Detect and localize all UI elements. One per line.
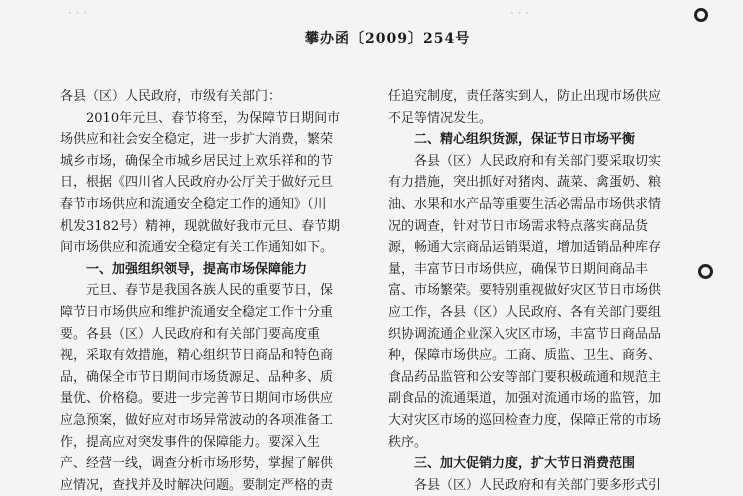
bleed-through-text: · · · [510, 6, 530, 20]
paragraph-line: 品，确保全市节日期间市场货源足、品种多、质 [60, 369, 334, 385]
paragraph-line: 城乡市场，确保全市城乡居民过上欢乐祥和的节 [60, 153, 334, 169]
paragraph-line: 机发3182号）精神，现就做好我市元旦、春节期 [60, 218, 341, 234]
paragraph-line: 作，提高应对突发事件的保障能力。要深入生 [60, 434, 321, 450]
paragraph-line: 有力措施，突出抓好对猪肉、蔬菜、禽蛋奶、粮 [388, 175, 662, 191]
paragraph-line: 食品药品监管和公安等部门要积极疏通和规范主 [388, 369, 662, 385]
paragraph-line: 日，根据《四川省人民政府办公厅关于做好元旦 [60, 175, 334, 191]
right-column [388, 86, 688, 496]
paragraph-line: 要。各县（区）人民政府和有关部门要高度重 [60, 326, 321, 342]
section-heading: 二、精心组织货源，保证节日市场平衡 [414, 132, 636, 148]
paragraph-line: 任追究制度，责任落实到人，防止出现市场供应 [388, 89, 662, 104]
paragraph-line: 应急预案，做好应对市场异常波动的各项准备工 [60, 412, 334, 428]
paragraph-line: 产、经营一线，调查分析市场形势，掌握了解供 [60, 456, 334, 472]
paragraph-line: 应情况，查找并及时解决问题。要制定严格的责 [60, 477, 334, 493]
punch-hole-icon [698, 264, 713, 279]
paragraph-line: 不足等情况发生。 [388, 110, 493, 126]
section-heading: 三、加大促销力度，扩大节日消费范围 [414, 456, 636, 472]
paragraph-line: 各县（区）人民政府和有关部门要多形式引 [414, 477, 662, 493]
paragraph-line: 场供应和社会安全稳定，进一步扩大消费，繁荣 [60, 132, 334, 148]
salutation: 各县（区）人民政府，市级有关部门： [60, 89, 282, 104]
left-column [60, 86, 366, 496]
paragraph-line: 富、市场繁荣。要特别重视做好灾区节日市场供 [388, 283, 662, 299]
paragraph-line: 织协调流通企业深入灾区市场，丰富节日商品品 [388, 326, 662, 342]
document-number: 攀办函〔2009〕254号 [305, 31, 471, 47]
paragraph-line: 间市场供应和流通安全稳定有关工作通知如下。 [60, 240, 334, 256]
paragraph-line: 副食品的流通渠道，加强对流通市场的监管，加 [388, 391, 662, 407]
paragraph-line: 大对灾区市场的巡回检查力度，保障正常的市场 [388, 412, 662, 428]
paragraph-line: 障节日市场供应和维护流通安全稳定工作十分重 [60, 304, 334, 320]
paragraph-line: 春节市场供应和流通安全稳定工作的通知》（川 [60, 196, 327, 212]
paragraph-line: 2010年元旦、春节将至，为保障节日期间市 [86, 110, 341, 126]
paragraph-line: 秩序。 [388, 434, 428, 450]
section-heading: 一、加强组织领导，提高市场保障能力 [86, 261, 308, 277]
paragraph-line: 元旦、春节是我国各族人民的重要节日，保 [86, 283, 334, 299]
paragraph-line: 各县（区）人民政府和有关部门要采取切实 [414, 153, 662, 169]
paragraph-line: 源，畅通大宗商品运销渠道，增加适销品种库存 [388, 240, 662, 256]
paragraph-line: 油、水果和水产品等重要生活必需品市场供求情 [388, 196, 662, 212]
paragraph-line: 况的调查，针对节日市场需求特点落实商品货 [388, 218, 649, 234]
bleed-through-text: · · · [68, 6, 88, 20]
paragraph-line: 种，保障市场供应。工商、质监、卫生、商务、 [388, 348, 662, 364]
paragraph-line: 量优、价格稳。要进一步完善节日期间市场供应 [60, 391, 334, 407]
paragraph-line: 视，采取有效措施，精心组织节日商品和特色商 [60, 348, 334, 364]
paragraph-line: 量，丰富节日市场供应，确保节日期间商品丰 [388, 261, 649, 277]
paragraph-line: 应工作，各县（区）人民政府、各有关部门要组 [388, 304, 662, 320]
punch-hole-icon [694, 8, 708, 22]
